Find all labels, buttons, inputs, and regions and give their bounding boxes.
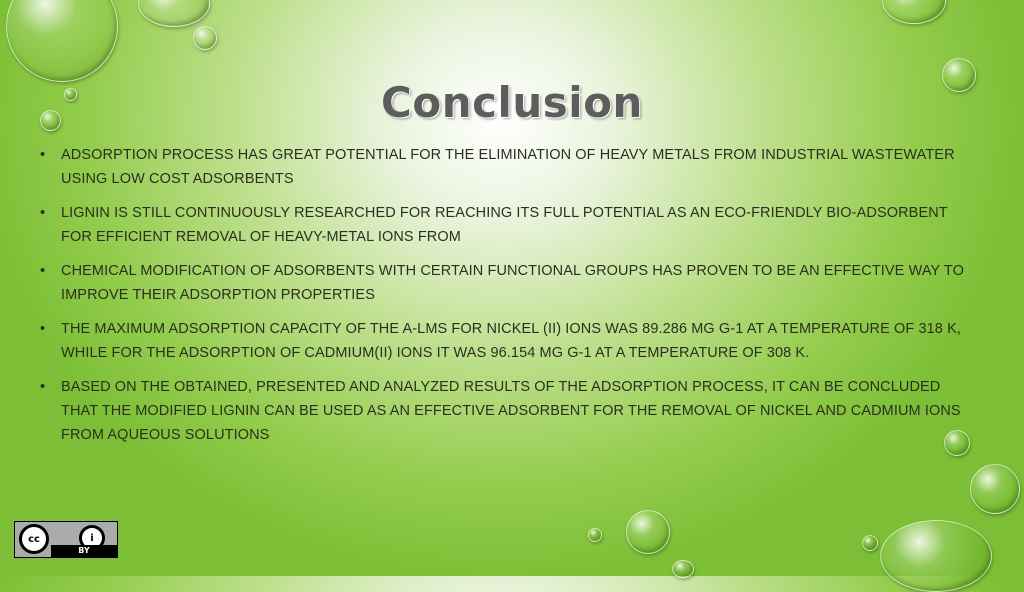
water-drop-decoration [880, 520, 992, 592]
water-drop-decoration [6, 0, 118, 82]
water-drop-decoration [862, 535, 878, 551]
water-drop-decoration [138, 0, 210, 27]
bullet-list [40, 143, 970, 457]
by-label: BY [51, 545, 117, 557]
bullet-item: • THE MAXIMUM ADSORPTION CAPACITY OF THE A-LMS FOR NICKEL (II) IONS WAS 89.286 MG G-1 AT A TEMPERATURE OF 318 K, WHILE FOR THE ADSORPTION OF CADMIUM(II) IONS IT WAS 96.154 MG G-1 AT A TEMPERATURE OF 308 K. [40, 317, 970, 365]
bullet-item: • CHEMICAL MODIFICATION OF ADSORBENTS WITH CERTAIN FUNCTIONAL GROUPS HAS PROVEN TO BE AN EFFECTIVE WAY TO IMPROVE THEIR ADSORPTION PROPERTIES [40, 259, 970, 307]
attribution-icon: i [79, 525, 105, 551]
creative-commons-by-icon [14, 521, 118, 558]
water-drop-decoration [882, 0, 946, 24]
bullet-item: • BASED ON THE OBTAINED, PRESENTED AND ANALYZED RESULTS OF THE ADSORPTION PROCESS, IT CAN BE CONCLUDED THAT THE MODIFIED LIGNIN CAN BE USED AS AN EFFECTIVE ADSORBENT FOR THE REMOVAL OF NICKEL AND CADMIUM IONS FROM AQUEOUS SOLUTIONS [40, 375, 970, 447]
water-drop-decoration [626, 510, 670, 554]
water-drop-decoration [970, 464, 1020, 514]
water-drop-decoration [193, 26, 217, 50]
water-drop-decoration [588, 528, 602, 542]
cc-icon: cc [19, 524, 49, 554]
slide-title: Conclusion [381, 78, 643, 128]
bullet-item: • ADSORPTION PROCESS HAS GREAT POTENTIAL FOR THE ELIMINATION OF HEAVY METALS FROM INDUSTRIAL WASTEWATER USING LOW COST ADSORBENTS [40, 143, 970, 191]
water-drop-decoration [672, 560, 694, 578]
bullet-item: • LIGNIN IS STILL CONTINUOUSLY RESEARCHED FOR REACHING ITS FULL POTENTIAL AS AN ECO-FRIENDLY BIO-ADSORBENT FOR EFFICIENT REMOVAL OF HEAVY-METAL IONS FROM [40, 201, 970, 249]
